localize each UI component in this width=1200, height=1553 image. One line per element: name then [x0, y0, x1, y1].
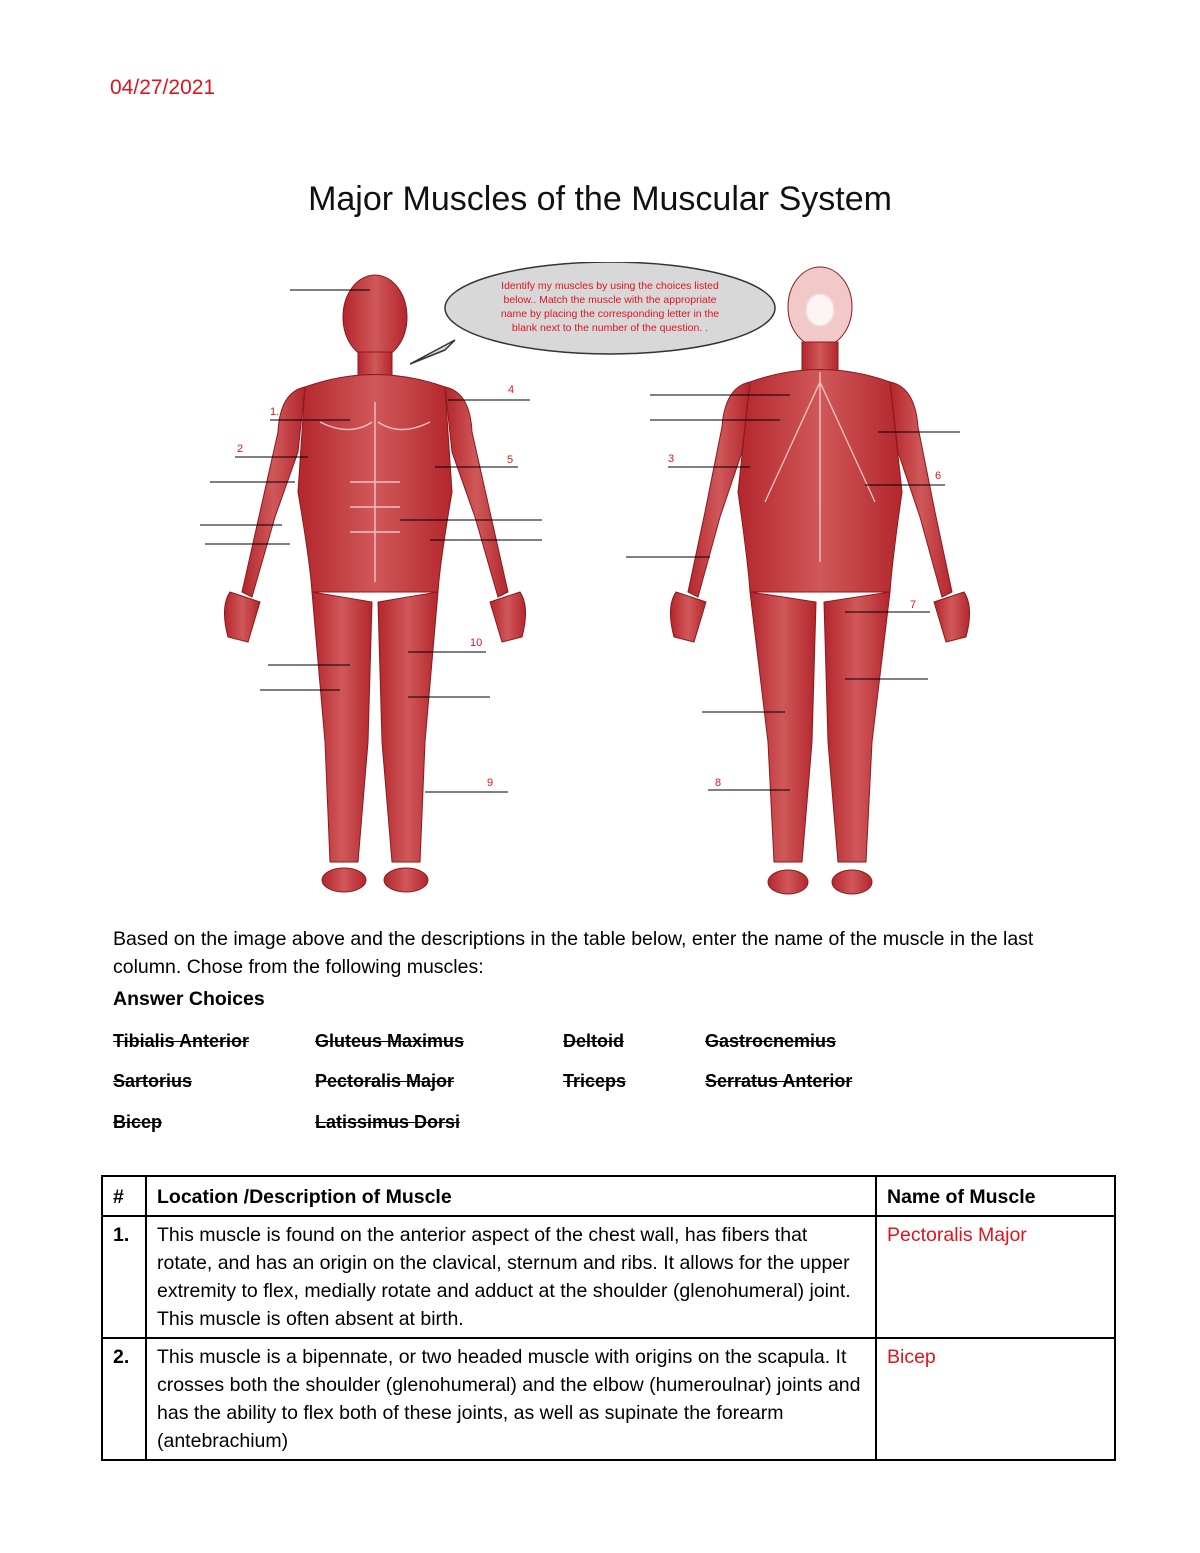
back-label: 8: [715, 777, 722, 789]
back-label: 3: [668, 453, 675, 465]
choice-item: Serratus Anterior: [705, 1071, 853, 1091]
choice-item: Gluteus Maximus: [315, 1031, 465, 1051]
back-body-figure: [670, 267, 969, 894]
table-row: [102, 1338, 1115, 1460]
front-label: 1.: [270, 406, 280, 418]
front-label: 9: [487, 777, 494, 789]
row-answer: Pectoralis Major: [876, 1216, 1115, 1338]
row-answer: Bicep: [876, 1338, 1115, 1460]
instruction-callout: [410, 262, 775, 364]
front-label: 4: [508, 384, 515, 396]
row-number: 1.: [102, 1216, 146, 1338]
choice-item: Tibialis Anterior: [113, 1031, 250, 1051]
header-number: #: [102, 1176, 146, 1216]
answer-choices-heading: Answer Choices: [113, 988, 265, 1010]
callout-line-4: blank next to the number of the question. .: [511, 322, 709, 334]
table-row: [102, 1216, 1115, 1338]
front-label: 5: [507, 454, 514, 466]
choice-item: Bicep: [113, 1112, 163, 1132]
choice-item: Latissimus Dorsi: [315, 1112, 461, 1132]
row-description: This muscle is found on the anterior aspect of the chest wall, has fibers that rotate, and has an origin on the clavical, sternum and ribs. It allows for the upper extremity to flex, medially rotate and adduct at the shoulder (glenohumeral) joint. This muscle is often absent at birth.: [146, 1216, 876, 1338]
muscle-table: [101, 1175, 1116, 1461]
front-label: 2: [237, 443, 244, 455]
header-description: Location /Description of Muscle: [146, 1176, 876, 1216]
instructions-text: Based on the image above and the descriptions in the table below, enter the name of the muscle in the last column. Chose from the following muscles:: [113, 928, 1034, 978]
choice-item: Pectoralis Major: [315, 1071, 455, 1091]
callout-line-1: Identify my muscles by using the choices listed: [501, 280, 719, 292]
callout-line-2: below.. Match the muscle with the appropriate: [503, 294, 717, 306]
choice-item: Sartorius: [113, 1071, 193, 1091]
table-header-row: [102, 1176, 1115, 1216]
choice-item: Triceps: [563, 1071, 627, 1091]
callout-line-3: name by placing the corresponding letter in the: [500, 308, 720, 320]
back-label: 7: [910, 599, 917, 611]
page-title: Major Muscles of the Muscular System: [308, 180, 892, 218]
header-muscle-name: Name of Muscle: [876, 1176, 1115, 1216]
anatomy-figure: [190, 262, 1010, 908]
back-label: 6: [935, 470, 942, 482]
row-description: This muscle is a bipennate, or two headed muscle with origins on the scapula. It crosses both the shoulder (glenohumeral) and the elbow (humeroulnar) joints and has the ability to flex both of these joints, as well as supinate the forearm (antebrachium): [146, 1338, 876, 1460]
choice-item: Deltoid: [563, 1031, 624, 1051]
front-body-figure: [224, 275, 525, 892]
document-date: 04/27/2021: [110, 76, 216, 99]
front-label: 10: [470, 637, 483, 649]
choice-item: Gastrocnemius: [705, 1031, 837, 1051]
row-number: 2.: [102, 1338, 146, 1460]
